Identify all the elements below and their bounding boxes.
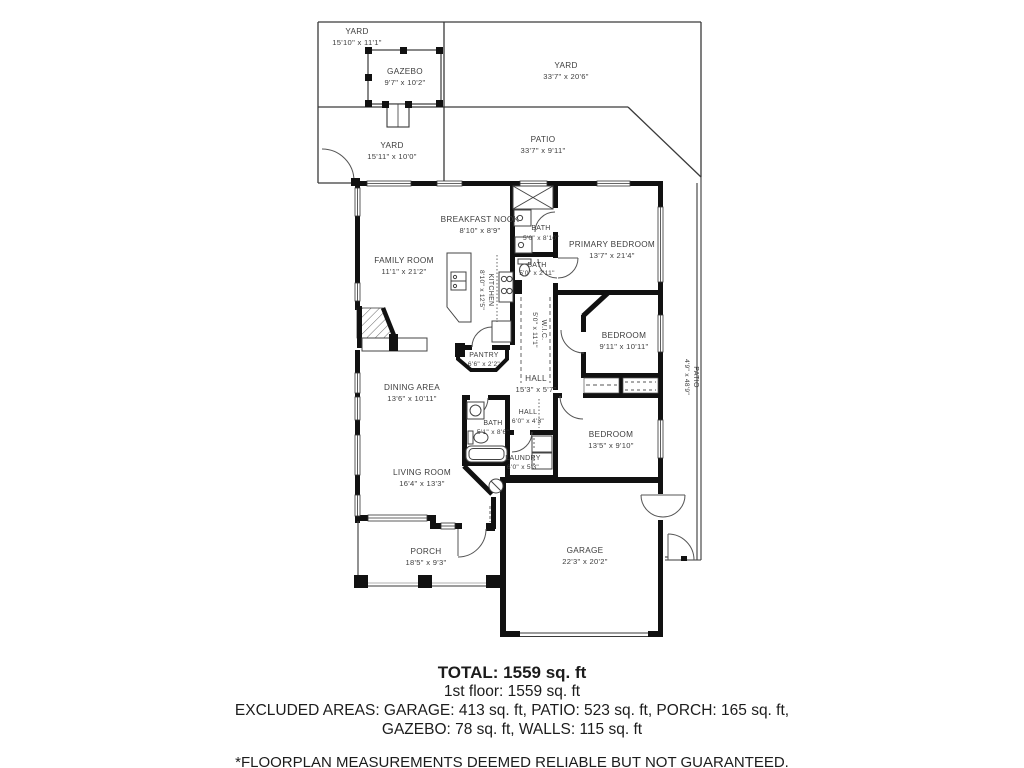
label-yard-top-left: YARD [345, 27, 369, 36]
label-porch: PORCH [410, 547, 442, 556]
label-bedroom3: BEDROOM [588, 430, 634, 439]
label-family-room: FAMILY ROOM [374, 256, 434, 265]
gazebo-structure [365, 47, 443, 127]
label-breakfast-nook: BREAKFAST NOOK [440, 215, 520, 224]
bedroom2-chamfer-wall [583, 292, 609, 316]
excluded-areas-line1: EXCLUDED AREAS: GARAGE: 413 sq. ft, PATIO: 523 sq. ft, PORCH: 165 sq. ft, [234, 702, 790, 720]
dims-bath2: 5'0" x 2'11" [519, 270, 555, 277]
dims-hall1: 15'3" x 5'7" [515, 385, 557, 394]
dims-bath1: 5'0" x 8'10" [522, 235, 560, 242]
garage-door [520, 633, 648, 637]
dims-wic: 5'0" x 11'1" [531, 312, 538, 348]
dims-bedroom2: 9'11" x 10'11" [599, 342, 649, 351]
dims-garage: 22'3" x 20'2" [562, 557, 608, 566]
dims-primary-bedroom: 13'7" x 21'4" [589, 251, 635, 260]
dims-bedroom3: 13'5" x 9'10" [588, 441, 634, 450]
label-patio-side: PATIO [692, 366, 699, 388]
dims-living-room: 16'4" x 13'3" [399, 479, 445, 488]
dims-dining: 13'6" x 10'11" [387, 394, 437, 403]
dims-breakfast-nook: 8'10" x 8'9" [459, 226, 501, 235]
excluded-areas-line2: GAZEBO: 78 sq. ft, WALLS: 115 sq. ft [381, 721, 643, 739]
label-bedroom2: BEDROOM [601, 331, 647, 340]
dims-family-room: 11'1" x 21'2" [381, 267, 427, 276]
dims-yard-top-left: 15'10" x 11'1" [332, 38, 382, 47]
label-yard-bottom-left: YARD [380, 141, 404, 150]
label-gazebo: GAZEBO [387, 67, 423, 76]
label-hall1: HALL [525, 374, 547, 383]
dims-patio-side: 4'9" x 48'9" [683, 358, 690, 396]
label-primary-bedroom: PRIMARY BEDROOM [568, 240, 656, 249]
foyer-angled-wall [464, 466, 492, 494]
first-floor-text: 1st floor: 1559 sq. ft [443, 683, 581, 701]
label-bath3: BATH [483, 420, 503, 427]
label-dining: DINING AREA [383, 383, 441, 392]
label-pantry: PANTRY [469, 352, 499, 359]
dims-gazebo: 9'7" x 10'2" [384, 78, 426, 87]
label-garage: GARAGE [566, 546, 604, 555]
yard-gate-arc [322, 149, 354, 181]
summary-block [0, 662, 1024, 768]
label-living-room: LIVING ROOM [393, 468, 451, 477]
label-kitchen: KITCHEN [487, 273, 494, 307]
dims-pantry: 6'6" x 2'2" [467, 361, 501, 368]
dims-porch: 18'5" x 9'3" [405, 558, 447, 567]
label-wic: W.I.C. [540, 319, 547, 341]
dims-bath3: 5'1" x 8'6" [476, 429, 510, 436]
dims-yard-bottom-left: 15'11" x 10'0" [367, 152, 417, 161]
dims-laundry: 6'0" x 5'3" [506, 464, 540, 471]
label-hall2: HALL [518, 409, 538, 416]
dims-patio-top: 33'7" x 9'11" [520, 146, 566, 155]
dims-yard-right: 33'7" x 20'6" [543, 72, 589, 81]
label-laundry: LAUNDRY [505, 455, 541, 462]
label-bath2: BATH [527, 262, 547, 269]
total-area-text: TOTAL: 1559 sq. ft [437, 663, 587, 682]
fence-post [681, 556, 687, 561]
label-patio-top: PATIO [530, 135, 556, 144]
label-bath1: BATH [531, 225, 551, 232]
fireplace [357, 306, 427, 351]
label-yard-right: YARD [554, 61, 578, 70]
disclaimer-text: *FLOORPLAN MEASUREMENTS DEEMED RELIABLE BUT NOT GUARANTEED. [235, 753, 789, 768]
dims-kitchen: 8'10" x 12'5" [478, 269, 485, 311]
dims-hall2: 6'0" x 4'3" [511, 418, 545, 425]
